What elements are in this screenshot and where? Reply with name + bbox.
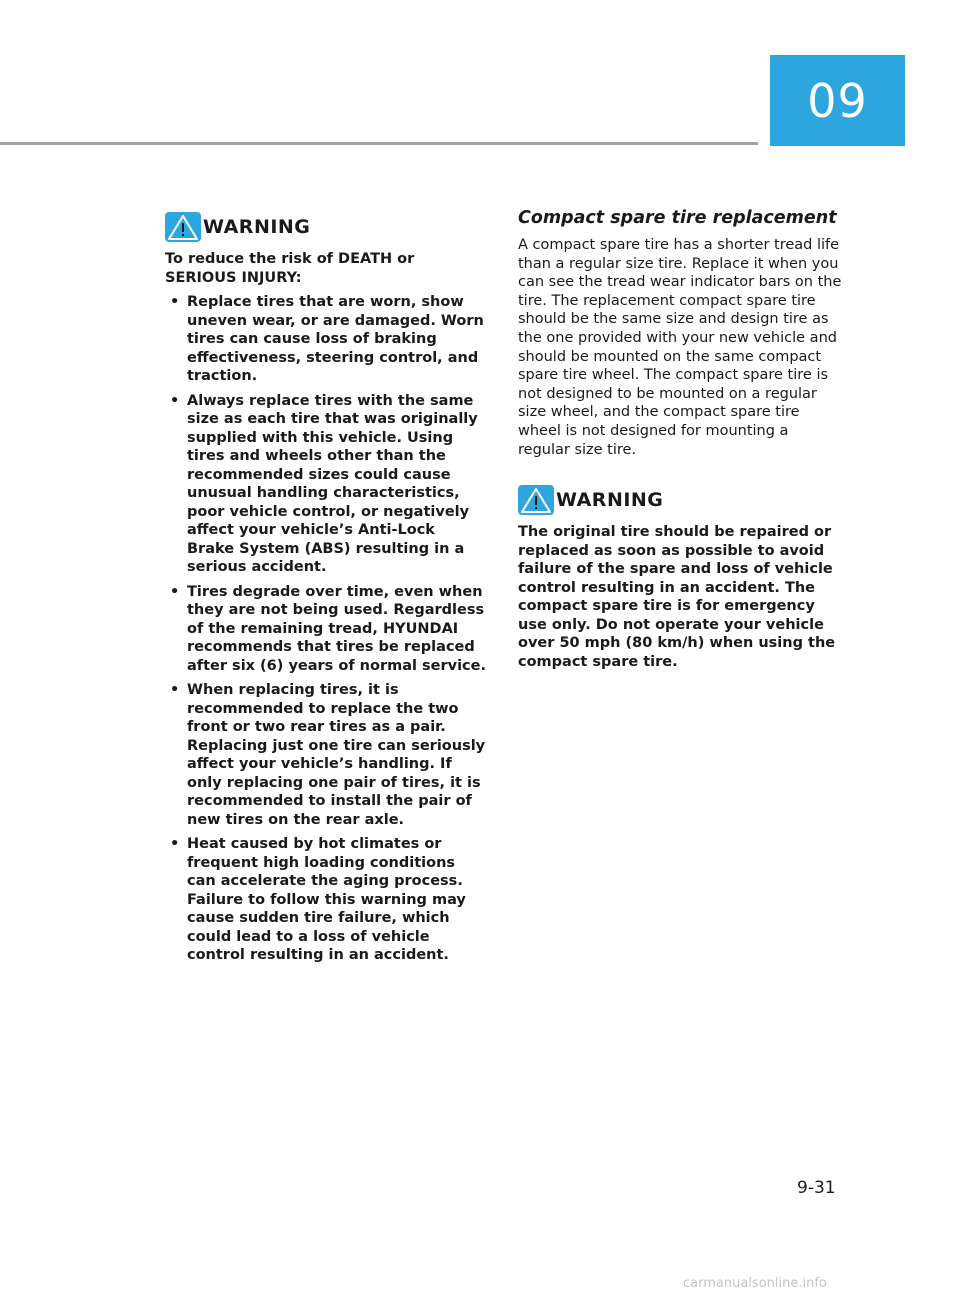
right-column [518, 208, 843, 671]
warning-item: • Tires degrade over time, even when they are not being used. Regardless of the remaining tread, HYUNDAI recommends that tires be replaced after six (6) years of normal service. [165, 583, 487, 676]
warning-body: The original tire should be repaired or replaced as soon as possible to avoid failure of the spare and loss of vehicle control resulting in an accident. The compact spare tire is for emergency use only. Do not operate your vehicle over 50 mph (80 km/h) when using the compact spare tire. [518, 524, 836, 670]
warning-item: • Heat caused by hot climates or frequent high loading conditions can accelerate the aging process. Failure to follow this warning may cause sudden tire failure, which could lead to a loss of vehicle control resulting in an accident. [165, 835, 487, 965]
page-number: 9-31 [797, 1178, 836, 1198]
warning-list [165, 293, 487, 965]
warning-header [518, 485, 843, 515]
section-title: Compact spare tire replacement [518, 208, 837, 228]
warning-item: • Always replace tires with the same size as each tire that was originally supplied with this vehicle. Using tires and wheels other than the recommended sizes could cause unusual handling characteristics, poor vehicle control, or negatively affect your vehicle’s Anti-Lock Brake System (ABS) resulting in a serious accident. [165, 392, 487, 577]
left-column [165, 212, 487, 971]
warning-triangle-icon [165, 212, 201, 242]
watermark: carmanualsonline.info [683, 1276, 827, 1291]
warning-item: • Replace tires that are worn, show uneven wear, or are damaged. Worn tires can cause loss of braking effectiveness, steering control, and traction. [165, 293, 487, 386]
warning-triangle-icon [518, 485, 554, 515]
chapter-tab [770, 55, 905, 146]
warning-intro: To reduce the risk of DEATH or SERIOUS INJURY: [165, 251, 415, 286]
chapter-number: 09 [807, 73, 868, 128]
warning-header [165, 212, 487, 242]
section-body: A compact spare tire has a shorter tread life than a regular size tire. Replace it when you can see the tread wear indicator bars on the tire. The replacement compact spare tire should be the same size and design tire as the one provided with your new vehicle and should be mounted on the same compact spare tire wheel. The compact spare tire is not designed to be mounted on a regular size wheel, and the compact spare tire wheel is not designed for mounting a regular size tire. [518, 237, 842, 458]
header-rule [0, 142, 758, 145]
warning-item: • When replacing tires, it is recommended to replace the two front or two rear tires as a pair. Replacing just one tire can seriously affect your vehicle’s handling. If only replacing one pair of tires, it is recommended to install the pair of new tires on the rear axle. [165, 681, 487, 829]
warning-title: WARNING [203, 216, 311, 238]
warning-title: WARNING [556, 489, 664, 512]
